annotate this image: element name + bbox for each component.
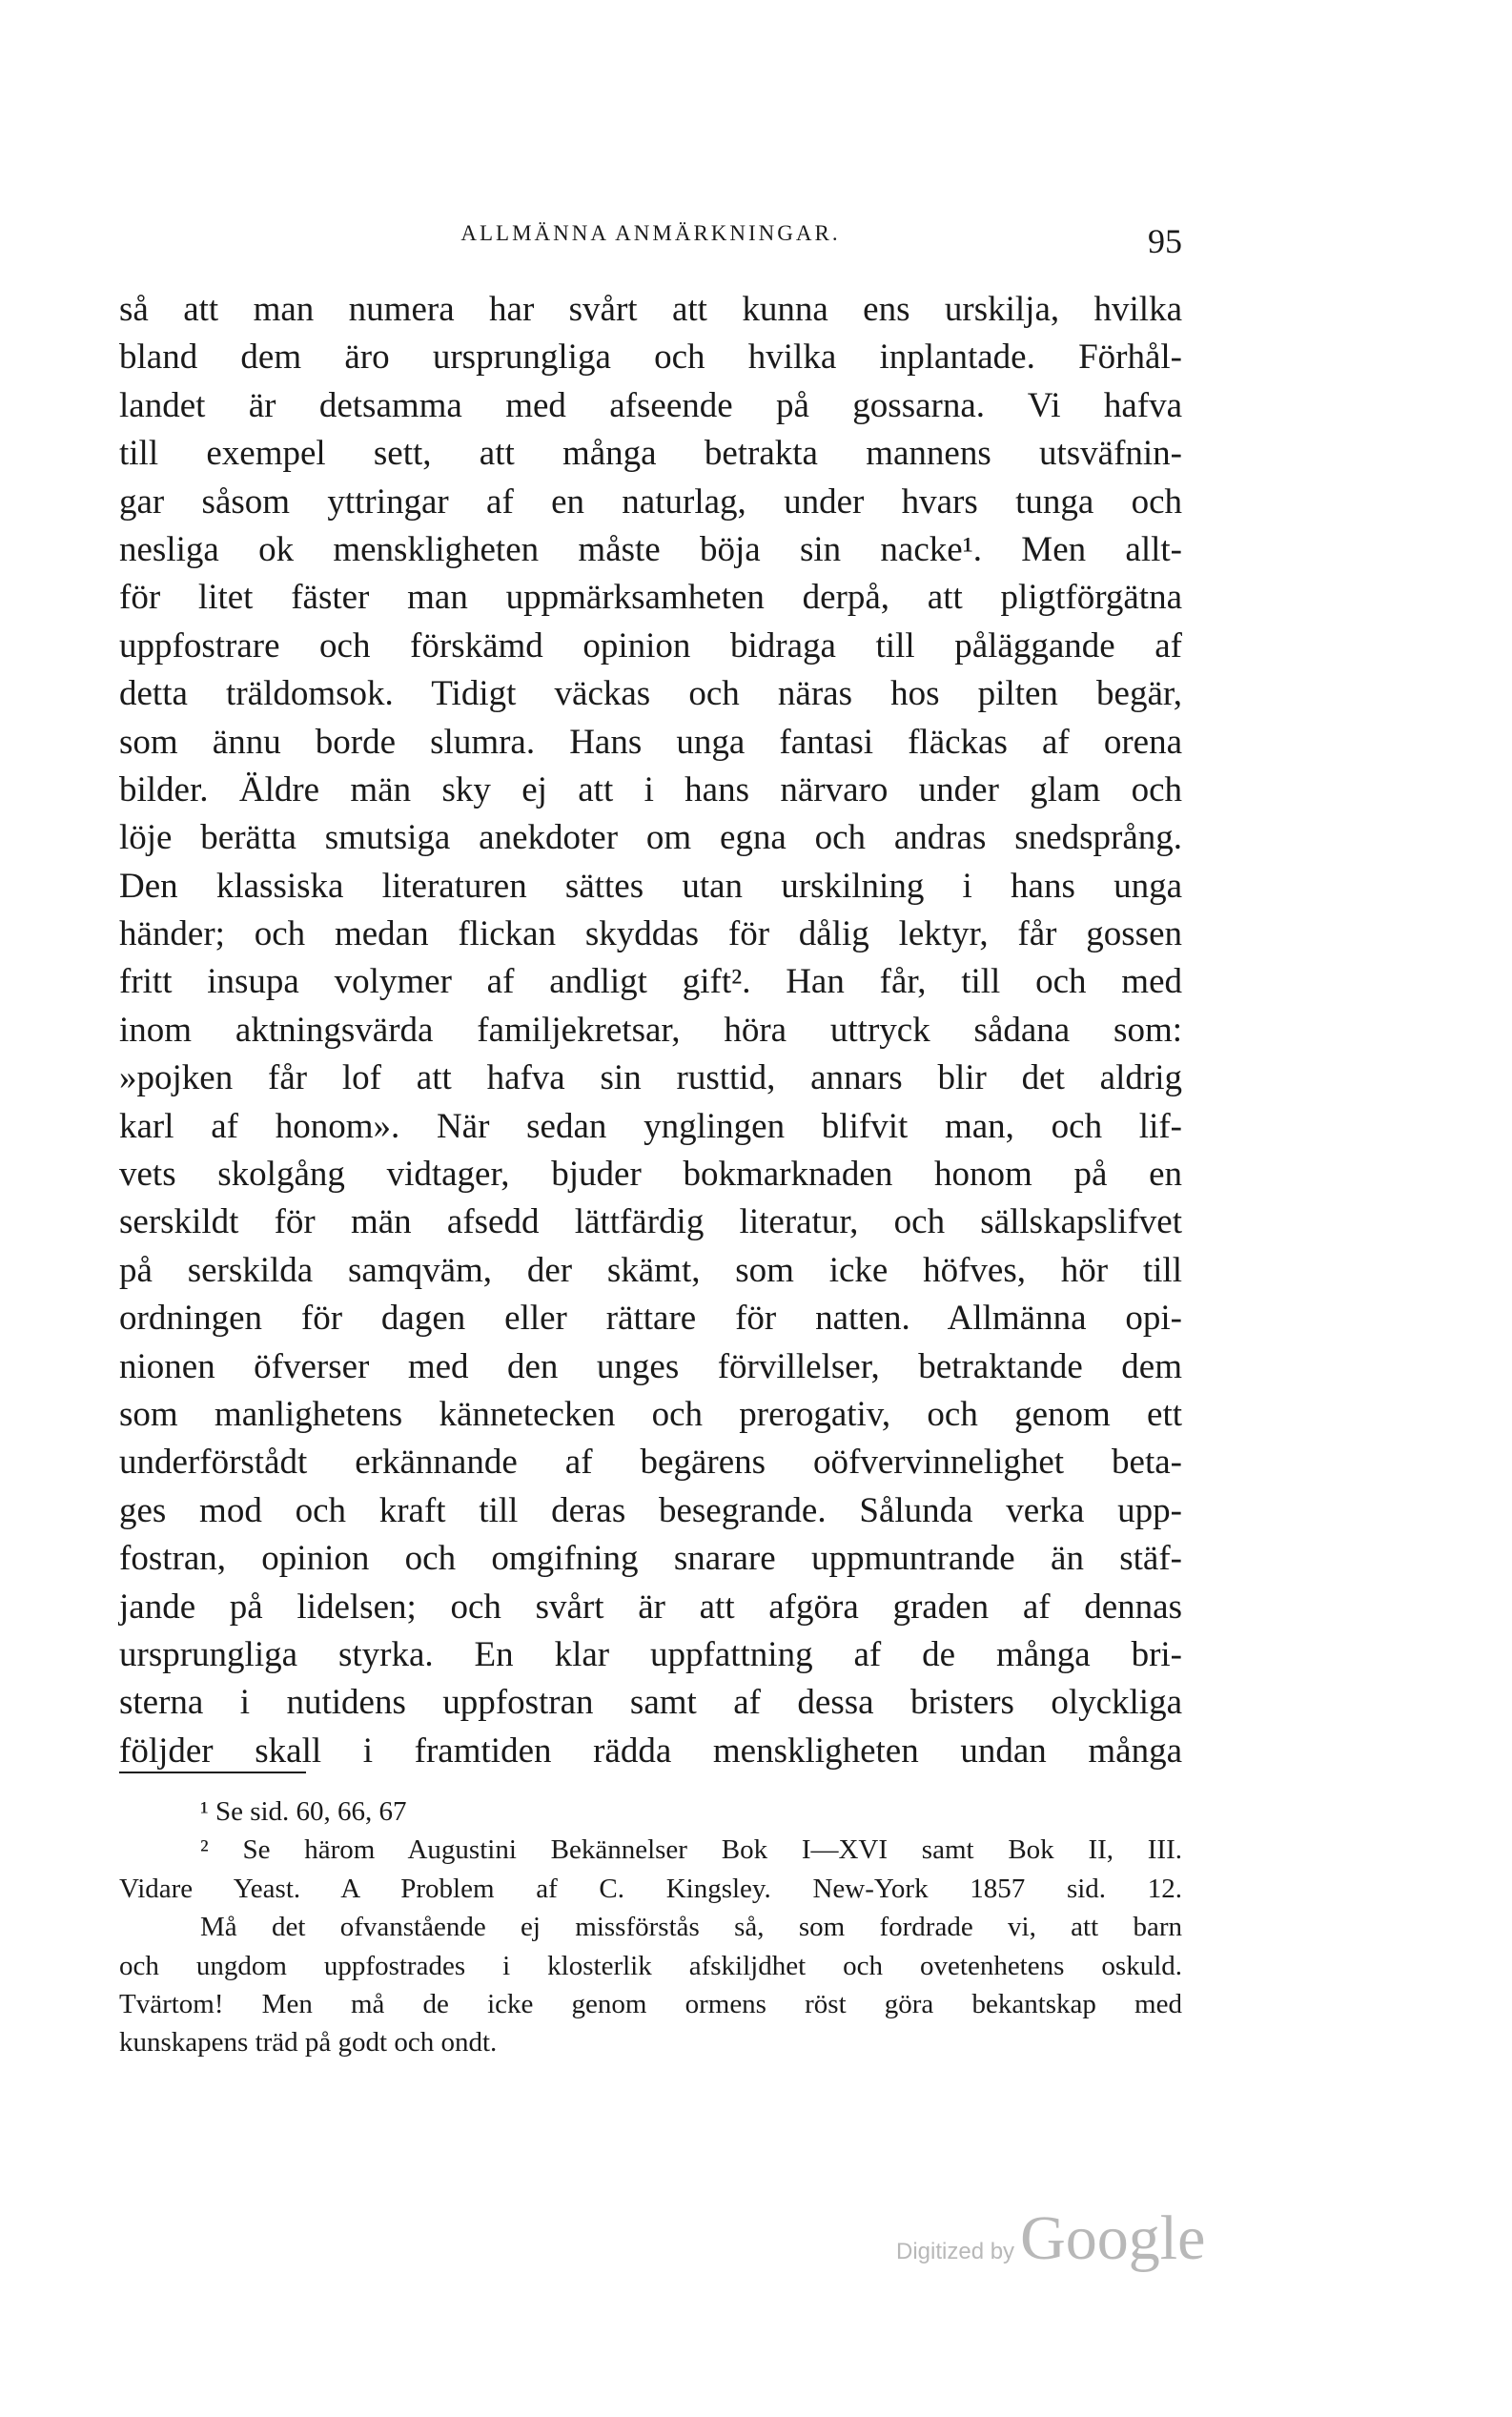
page-number: 95 bbox=[1148, 222, 1182, 260]
footnote-2-line: och ungdom uppfostrades i klosterlik afskiljdhet och ovetenhetens oskuld. bbox=[119, 1950, 1182, 1981]
text-line: bilder. Äldre män sky ej att i hans närvaro under glam och bbox=[119, 769, 1182, 809]
text-line: serskildt för män afsedd lättfärdig literatur, och sällskapslifvet bbox=[119, 1202, 1182, 1242]
text-line: detta träldomsok. Tidigt väckas och näras hos pilten begär, bbox=[119, 674, 1182, 714]
text-line: nesliga ok menskligheten måste böja sin nacke¹. Men allt- bbox=[119, 529, 1182, 569]
text-line: underförstådt erkännande af begärens oöfvervinnelighet beta- bbox=[119, 1443, 1182, 1483]
text-line: ges mod och kraft till deras besegrande. Sålunda verka upp- bbox=[119, 1490, 1182, 1530]
text-line: som ännu borde slumra. Hans unga fantasi fläckas af orena bbox=[119, 722, 1182, 762]
footnote-2-line: Må det ofvanstående ej missförstås så, som fordrade vi, att barn bbox=[200, 1912, 1182, 1943]
text-line: löje berätta smutsiga anekdoter om egna och andras snedsprång. bbox=[119, 818, 1182, 858]
text-line: ursprungliga styrka. En klar uppfattning af de många bri- bbox=[119, 1634, 1182, 1674]
text-line: Den klassiska literaturen sättes utan urskilning i hans unga bbox=[119, 866, 1182, 906]
footnote-2-line: ² Se härom Augustini Bekännelser Bok I—XVI samt Bok II, III. bbox=[200, 1834, 1182, 1866]
page-header bbox=[119, 221, 1182, 261]
footnotes bbox=[119, 1792, 1182, 2062]
watermark-caption: Digitized by bbox=[896, 2239, 1015, 2264]
text-line: bland dem äro ursprungliga och hvilka inplantade. Förhål- bbox=[119, 338, 1182, 378]
text-line: landet är detsamma med afseende på gossarna. Vi hafva bbox=[119, 385, 1182, 425]
text-line: fostran, opinion och omgifning snarare uppmuntrande än stäf- bbox=[119, 1539, 1182, 1579]
body-text bbox=[119, 286, 1182, 1775]
text-line: »pojken får lof att hafva sin rusttid, annars blir det aldrig bbox=[119, 1058, 1182, 1098]
text-line: vets skolgång vidtager, bjuder bokmarknaden honom på en bbox=[119, 1155, 1182, 1195]
text-line: följder skall i framtiden rädda menskligheten undan många bbox=[119, 1731, 1182, 1771]
text-line: på serskilda samqväm, der skämt, som icke höfves, hör till bbox=[119, 1250, 1182, 1290]
text-line: nionen öfverser med den unges förvillelser, betraktande dem bbox=[119, 1346, 1182, 1386]
google-logo: Google bbox=[1020, 2203, 1206, 2273]
google-watermark bbox=[896, 2202, 1205, 2275]
text-line: gar såsom yttringar af en naturlag, under hvars tunga och bbox=[119, 481, 1182, 522]
footnote-2-line: Tvärtom! Men må de icke genom ormens röst göra bekantskap med bbox=[119, 1988, 1182, 2019]
footnote-rule bbox=[119, 1772, 306, 1773]
text-line: som manlighetens kännetecken och prerogativ, och genom ett bbox=[119, 1394, 1182, 1434]
footnote-2-line: Vidare Yeast. A Problem af C. Kingsley. New-York 1857 sid. 12. bbox=[119, 1873, 1182, 1904]
footnote-1: ¹ Se sid. 60, 66, 67 bbox=[200, 1796, 407, 1827]
running-head: ALLMÄNNA ANMÄRKNINGAR. bbox=[460, 221, 841, 245]
text-line: för litet fäster man uppmärksamheten derpå, att pligtförgätna bbox=[119, 578, 1182, 618]
text-line: till exempel sett, att många betrakta mannens utsväfnin- bbox=[119, 434, 1182, 474]
text-line: uppfostrare och förskämd opinion bidraga till påläggande af bbox=[119, 625, 1182, 666]
text-line: jande på lidelsen; och svårt är att afgöra graden af dennas bbox=[119, 1587, 1182, 1627]
footnote-2-line: kunskapens träd på godt och ondt. bbox=[119, 2027, 498, 2059]
text-line: så att man numera har svårt att kunna ens urskilja, hvilka bbox=[119, 290, 1182, 329]
text-line: ordningen för dagen eller rättare för natten. Allmänna opi- bbox=[119, 1299, 1182, 1339]
text-line: sterna i nutidens uppfostran samt af dessa bristers olyckliga bbox=[119, 1683, 1182, 1723]
text-line: inom aktningsvärda familjekretsar, höra uttryck sådana som: bbox=[119, 1010, 1182, 1050]
text-line: karl af honom». När sedan ynglingen blifvit man, och lif- bbox=[119, 1106, 1182, 1146]
text-line: fritt insupa volymer af andligt gift². Han får, till och med bbox=[119, 962, 1182, 1002]
text-line: händer; och medan flickan skyddas för dålig lektyr, får gossen bbox=[119, 914, 1182, 954]
